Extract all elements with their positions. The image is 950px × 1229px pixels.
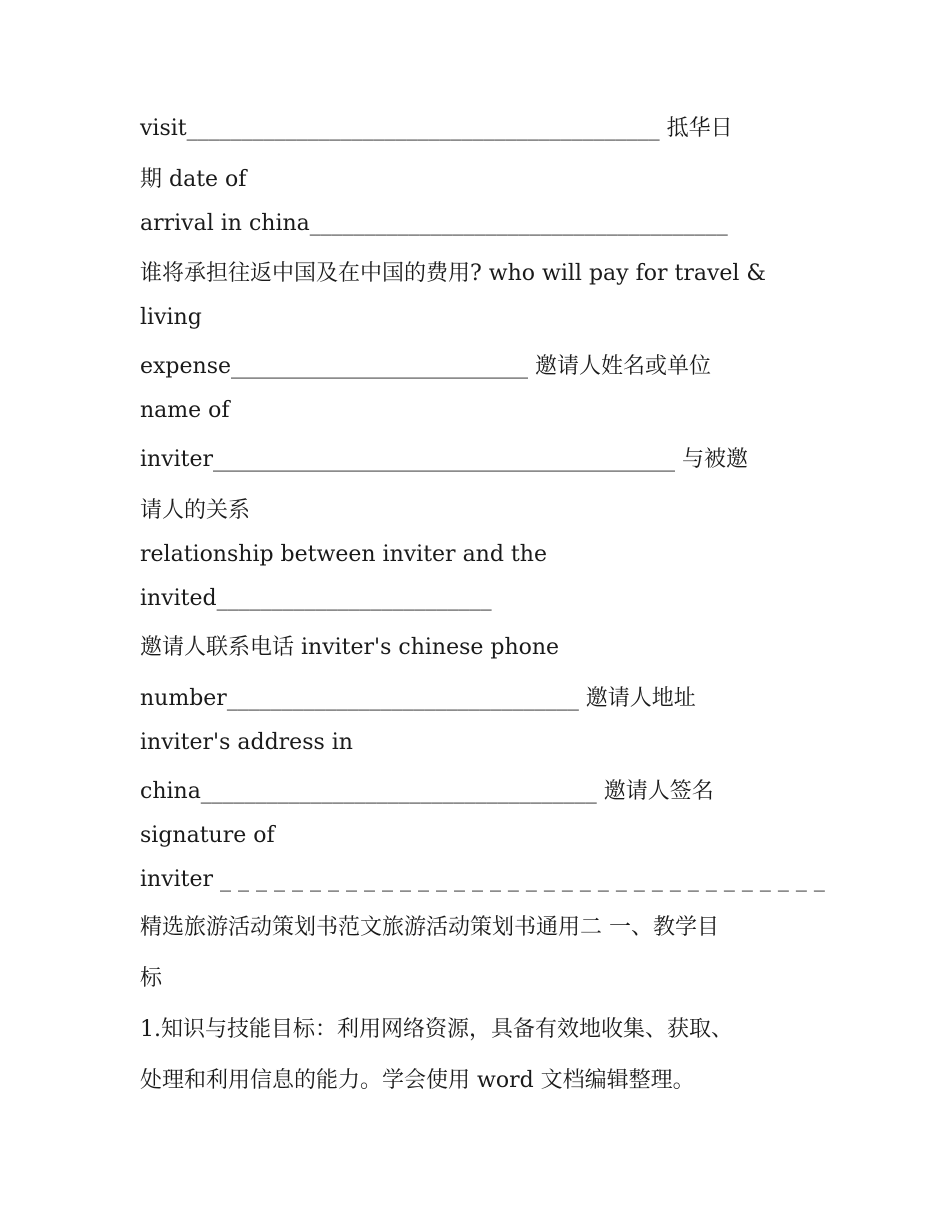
line-heading: 精选旅游活动策划书范文旅游活动策划书通用二 一、教学目: [140, 915, 719, 940]
line-relation-cn: 请人的关系: [140, 498, 251, 523]
line-phone: 邀请人联系电话 inviter's chinese phone: [140, 635, 560, 660]
line-visit-date: visit___________________________________________ 抵华日: [140, 116, 733, 141]
line-signature-of: signature of: [140, 823, 275, 848]
line-arrival: arrival in china______________________________________: [140, 211, 728, 236]
line-inviter-signature: inviter _ _ _ _ _ _ _ _ _ _ _ _ _ _ _ _ _ _ _ _ _ _ _ _ _ _ _ _ _ _ _ _ _ _: [140, 867, 825, 892]
line-objective-1: 1.知识与技能目标：利用网络资源，具备有效地收集、获取、: [140, 1017, 733, 1042]
line-heading-cont: 标: [140, 966, 163, 991]
line-invited: invited_________________________: [140, 586, 492, 611]
line-relationship: relationship between inviter and the: [140, 542, 547, 567]
line-living: living: [140, 305, 202, 330]
line-objective-2: 处理和利用信息的能力。学会使用 word 文档编辑整理。: [140, 1068, 695, 1093]
line-name-of: name of: [140, 398, 230, 423]
line-address: inviter's address in: [140, 730, 353, 755]
line-who-pays: 谁将承担往返中国及在中国的费用? who will pay for travel &: [140, 261, 767, 286]
line-date-of: 期 date of: [140, 167, 247, 192]
line-number: number________________________________ 邀请人地址: [140, 686, 696, 711]
line-china: china____________________________________ 邀请人签名: [140, 779, 714, 804]
line-inviter: inviter__________________________________________ 与被邀: [140, 447, 749, 472]
line-expense: expense___________________________ 邀请人姓名或单位: [140, 354, 712, 379]
